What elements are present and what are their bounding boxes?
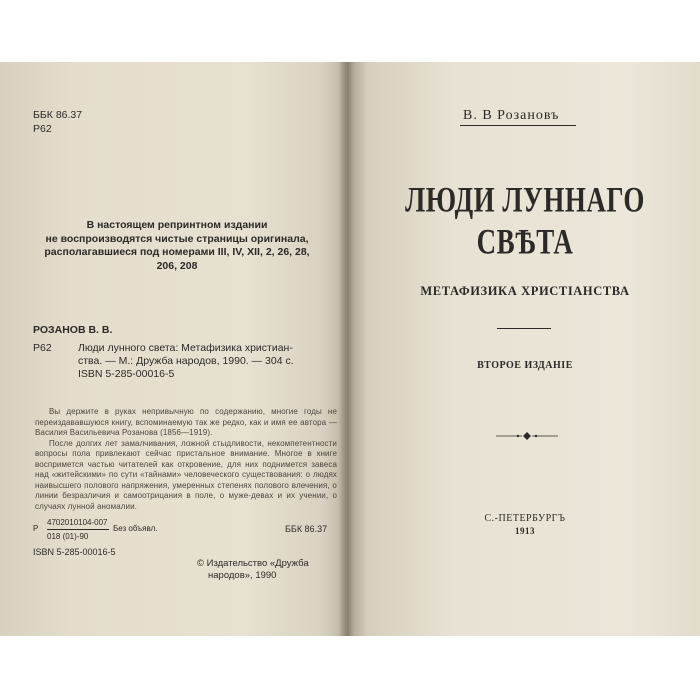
bib-code-2: 018 (01)-90 <box>47 532 89 541</box>
notice-line: располагавшиеся под номерами III, IV, XII, 2, 26, 28, <box>44 246 310 258</box>
subtitle-rule <box>497 328 551 329</box>
notice-line: не воспроизводятся чистые страницы оригинала, <box>45 232 309 245</box>
publication-city: С.-ПЕТЕРБУРГЪ <box>484 513 566 524</box>
annotation-paragraph: После долгих лет замалчивания, ложной стыдливости, некомпетентности вопросы пола привлекают сейчас пристальное внимание. Многое в книге воспримется частью читателей как откровение, для них поднимется завеса над «житейскими» по сути «тайнами» человеческого существования: о людях наивысшего полового напряжения, умеренных степенях полового влечения, о линии безразличия и самоотрицания в поле, о муже-девах и их учении, о случаях лунной аномалии. <box>35 438 337 511</box>
copyright-line: © Издательство «Дружба <box>197 558 309 569</box>
bbk-bottom: ББК 86.37 <box>285 524 328 534</box>
bib-letter: Р <box>33 524 39 533</box>
open-book <box>0 62 700 636</box>
ornament <box>494 428 560 438</box>
code-top: Р62 <box>33 123 52 135</box>
code-entry: Р62 <box>33 342 52 354</box>
right-page <box>347 62 700 636</box>
edition: ВТОРОЕ ИЗДАНІЕ <box>477 360 573 371</box>
bib-code-1: 4702010104-007 <box>47 518 108 527</box>
notice-line: В настоящем репринтном издании <box>86 219 268 231</box>
reprint-notice <box>22 219 332 273</box>
book-title: ЛЮДИ ЛУННАГО СВѢТА <box>405 179 645 262</box>
notice-line: 206, 208 <box>156 259 198 272</box>
annotation <box>35 407 337 512</box>
catalog-line: ства. — М.: Дружба народов, 1990. — 304 с. <box>78 355 294 367</box>
bib-fraction-line <box>47 529 109 530</box>
isbn-bottom: ISBN 5-285-00016-5 <box>33 547 116 557</box>
catalog-entry <box>78 342 340 381</box>
left-page <box>0 62 350 636</box>
publication-year: 1913 <box>515 526 535 536</box>
catalog-line: Люди лунного света: Метафизика христиан- <box>78 342 293 354</box>
author-heading: РОЗАНОВ В. В. <box>33 324 113 336</box>
book-gutter <box>338 62 354 636</box>
annotation-paragraph: Вы держите в руках непривычную по содержанию, многие годы не переиздававшуюся книгу, вспоминаемую так же редко, как и имя ее автора — Василия Васильевича Розанова (1856—1919). <box>35 407 337 437</box>
catalog-line: ISBN 5-285-00016-5 <box>78 368 175 380</box>
bib-note: Без объявл. <box>113 524 158 533</box>
book-subtitle: МЕТАФИЗИКА ХРИСТІАНСТВА <box>420 284 630 298</box>
copyright-line: народов», 1990 <box>208 570 277 581</box>
title-page-author: В. В Розановъ <box>463 108 560 123</box>
author-rule <box>460 125 576 126</box>
bbk-top: ББК 86.37 <box>33 109 83 121</box>
ornament-icon <box>494 431 560 441</box>
